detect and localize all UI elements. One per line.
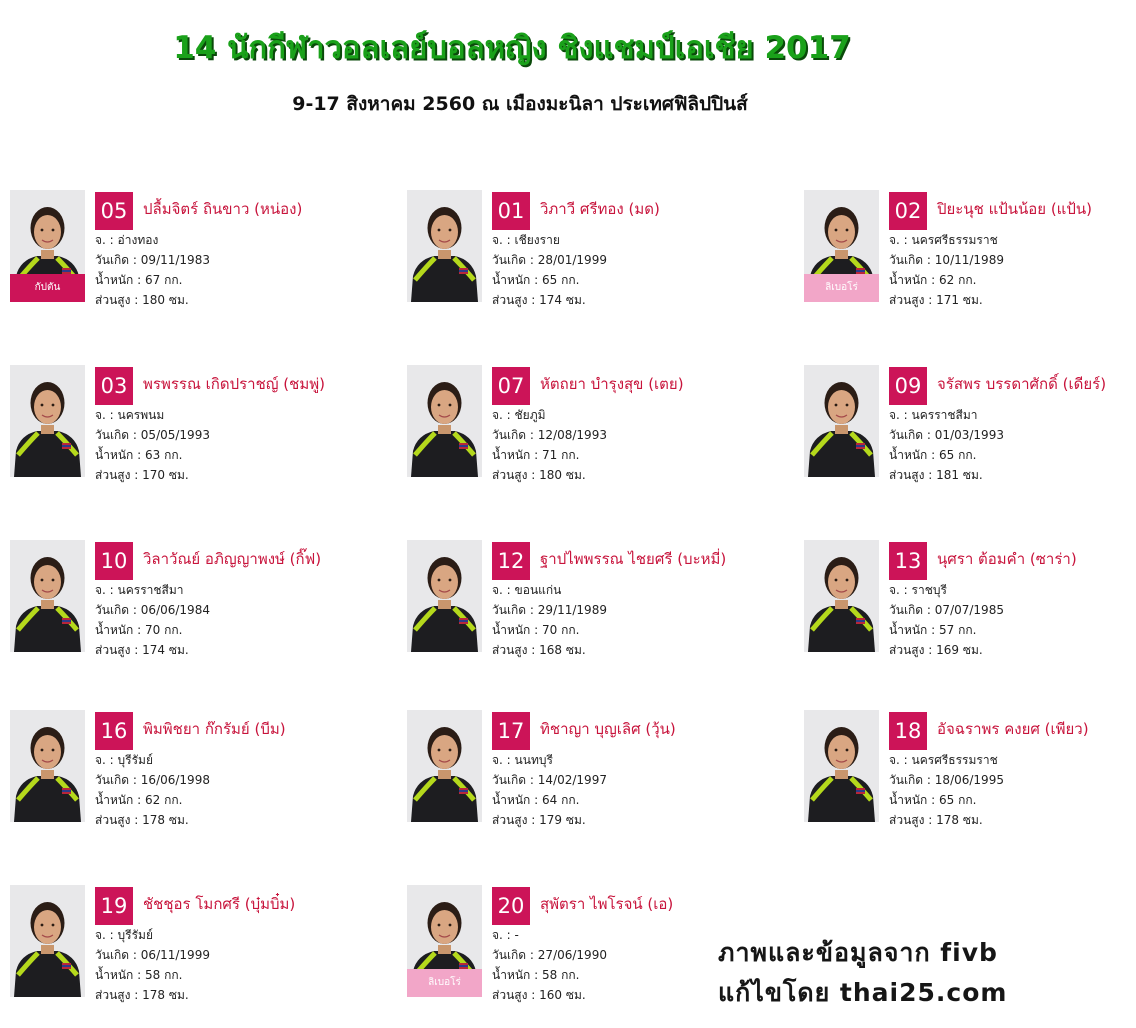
player-weight-value: 58 กก. [542, 968, 580, 982]
player-birth-row [95, 252, 210, 268]
player-card [407, 365, 747, 495]
player-name: อัจฉราพร คงยศ (เพียว) [937, 720, 1089, 738]
player-province-row [95, 927, 153, 943]
player-weight-row [492, 967, 579, 983]
libero-badge: ลิเบอโร่ [804, 274, 879, 302]
player-portrait-graphic [10, 365, 85, 477]
jersey-shape [411, 776, 478, 822]
face-shape [828, 215, 855, 249]
player-height-value: 178 ซม. [142, 988, 189, 1002]
player-weight-value: 70 กก. [542, 623, 580, 637]
player-height-value: 180 ซม. [539, 468, 586, 482]
player-birth-value: 27/06/1990 [537, 948, 607, 962]
player-height-value: 174 ซม. [539, 293, 586, 307]
player-height-row [492, 642, 586, 658]
player-province-row [95, 582, 184, 598]
player-photo [10, 885, 85, 997]
face-shape [828, 390, 855, 424]
player-height-row [492, 987, 586, 1003]
player-weight-row [492, 792, 579, 808]
player-photo [407, 365, 482, 477]
player-height-value: 170 ซม. [142, 468, 189, 482]
player-photo [407, 540, 482, 652]
player-weight-value: 63 กก. [145, 448, 183, 462]
player-province-value: ราชบุรี [911, 583, 947, 597]
player-name: นุศรา ต้อมคำ (ซาร่า) [937, 550, 1077, 568]
player-weight-row [95, 272, 182, 288]
player-height-row [889, 292, 983, 308]
player-photo [10, 190, 85, 302]
player-portrait-graphic [804, 540, 879, 652]
player-height-row [889, 467, 983, 483]
jersey-number: 10 [95, 542, 133, 580]
player-province-label: จ. : [95, 583, 114, 597]
player-photo [804, 190, 879, 302]
jersey-shape [14, 606, 81, 652]
player-province-label: จ. : [492, 233, 511, 247]
player-province-row [95, 407, 164, 423]
player-province-row [492, 232, 560, 248]
player-portrait-graphic [804, 365, 879, 477]
player-height-label: ส่วนสูง : [889, 293, 933, 307]
page-subtitle: 9-17 สิงหาคม 2560 ณ เมืองมะนิลา ประเทศฟิลิปปินส์ [292, 93, 748, 115]
player-birth-label: วันเกิด : [95, 948, 137, 962]
player-portrait-graphic [804, 710, 879, 822]
jersey-number: 05 [95, 192, 133, 230]
jersey-shape [14, 431, 81, 477]
player-height-label: ส่วนสูง : [889, 813, 933, 827]
player-birth-value: 14/02/1997 [537, 773, 607, 787]
player-birth-row [889, 772, 1004, 788]
jersey-number: 18 [889, 712, 927, 750]
jersey-number: 13 [889, 542, 927, 580]
player-height-value: 174 ซม. [142, 643, 189, 657]
player-birth-value: 06/11/1999 [140, 948, 210, 962]
player-weight-row [95, 967, 182, 983]
player-birth-row [492, 427, 607, 443]
face-shape [431, 565, 458, 599]
player-height-value: 178 ซม. [936, 813, 983, 827]
player-birth-row [95, 947, 210, 963]
player-birth-value: 07/07/1985 [934, 603, 1004, 617]
player-portrait-graphic [10, 710, 85, 822]
player-height-row [95, 467, 189, 483]
player-birth-label: วันเกิด : [492, 948, 534, 962]
player-height-label: ส่วนสูง : [492, 813, 536, 827]
player-weight-label: น้ำหนัก : [492, 623, 539, 637]
player-province-label: จ. : [889, 583, 908, 597]
player-height-label: ส่วนสูง : [492, 468, 536, 482]
player-province-value: - [514, 928, 519, 942]
player-height-row [95, 292, 189, 308]
player-height-value: 178 ซม. [142, 813, 189, 827]
player-portrait-graphic [407, 710, 482, 822]
player-weight-row [889, 272, 976, 288]
jersey-shape [808, 776, 875, 822]
player-card [804, 540, 1136, 670]
player-birth-value: 09/11/1983 [140, 253, 210, 267]
player-province-label: จ. : [492, 753, 511, 767]
player-birth-row [492, 252, 607, 268]
player-birth-row [95, 427, 210, 443]
jersey-number: 07 [492, 367, 530, 405]
player-province-label: จ. : [889, 753, 908, 767]
player-birth-row [95, 772, 210, 788]
player-card [10, 190, 350, 320]
player-height-label: ส่วนสูง : [95, 643, 139, 657]
player-province-row [492, 407, 546, 423]
player-province-value: นครศรีธรรมราช [911, 753, 998, 767]
player-weight-row [492, 272, 579, 288]
player-height-row [889, 642, 983, 658]
player-birth-row [492, 772, 607, 788]
player-card [804, 710, 1136, 840]
player-portrait-graphic [407, 365, 482, 477]
player-height-row [95, 642, 189, 658]
player-height-row [492, 467, 586, 483]
player-height-label: ส่วนสูง : [95, 988, 139, 1002]
player-birth-row [492, 602, 607, 618]
player-weight-value: 65 กก. [542, 273, 580, 287]
player-weight-label: น้ำหนัก : [95, 968, 142, 982]
player-name: ชัชชุอร โมกศรี (บุ๋มบิ๋ม) [143, 895, 296, 913]
player-height-label: ส่วนสูง : [95, 813, 139, 827]
player-height-label: ส่วนสูง : [492, 293, 536, 307]
player-height-value: 169 ซม. [936, 643, 983, 657]
player-weight-label: น้ำหนัก : [492, 968, 539, 982]
player-photo [407, 190, 482, 302]
player-birth-row [889, 602, 1004, 618]
player-name: ฐาปไพพรรณ ไชยศรี (บะหมี่) [540, 550, 727, 568]
jersey-shape [14, 951, 81, 997]
player-province-value: ชัยภูมิ [514, 408, 546, 422]
face-shape [828, 735, 855, 769]
player-province-row [889, 752, 998, 768]
jersey-shape [411, 606, 478, 652]
player-weight-value: 62 กก. [145, 793, 183, 807]
player-weight-value: 58 กก. [145, 968, 183, 982]
player-photo [804, 540, 879, 652]
player-photo [407, 885, 482, 997]
player-weight-label: น้ำหนัก : [492, 793, 539, 807]
libero-badge: ลิเบอโร่ [407, 969, 482, 997]
player-province-label: จ. : [492, 583, 511, 597]
face-shape [34, 390, 61, 424]
face-shape [431, 910, 458, 944]
player-birth-label: วันเกิด : [492, 773, 534, 787]
player-birth-label: วันเกิด : [889, 603, 931, 617]
player-birth-label: วันเกิด : [492, 603, 534, 617]
player-province-value: ขอนแก่น [514, 583, 562, 597]
player-weight-value: 62 กก. [939, 273, 977, 287]
player-province-row [492, 752, 553, 768]
player-province-label: จ. : [889, 408, 908, 422]
player-card [804, 365, 1136, 495]
player-weight-value: 64 กก. [542, 793, 580, 807]
player-province-value: บุรีรัมย์ [117, 753, 153, 767]
player-weight-label: น้ำหนัก : [95, 273, 142, 287]
player-birth-value: 28/01/1999 [537, 253, 607, 267]
player-weight-label: น้ำหนัก : [95, 623, 142, 637]
player-birth-value: 18/06/1995 [934, 773, 1004, 787]
player-photo [10, 710, 85, 822]
player-province-value: นครพนม [117, 408, 165, 422]
player-province-label: จ. : [889, 233, 908, 247]
player-name: วิลาวัณย์ อภิญญาพงษ์ (กิ๊ฟ) [143, 550, 322, 568]
player-birth-label: วันเกิด : [95, 603, 137, 617]
player-birth-value: 10/11/1989 [934, 253, 1004, 267]
player-portrait-graphic [10, 540, 85, 652]
player-birth-label: วันเกิด : [95, 773, 137, 787]
jersey-shape [808, 431, 875, 477]
player-birth-label: วันเกิด : [95, 428, 137, 442]
player-card [407, 710, 747, 840]
player-birth-row [95, 602, 210, 618]
player-birth-label: วันเกิด : [889, 428, 931, 442]
player-weight-label: น้ำหนัก : [889, 793, 936, 807]
player-birth-label: วันเกิด : [492, 428, 534, 442]
player-name: จรัสพร บรรดาศักดิ์ (เดียร์) [937, 375, 1107, 393]
credit-source: ภาพและข้อมูลจาก fivb [718, 938, 998, 967]
player-weight-row [492, 447, 579, 463]
player-weight-value: 70 กก. [145, 623, 183, 637]
player-weight-label: น้ำหนัก : [889, 623, 936, 637]
player-birth-row [492, 947, 607, 963]
player-province-row [889, 407, 978, 423]
player-province-label: จ. : [492, 928, 511, 942]
player-height-row [95, 812, 189, 828]
player-weight-row [889, 792, 976, 808]
player-weight-value: 65 กก. [939, 448, 977, 462]
credit-editor: แก้ไขโดย thai25.com [718, 978, 1008, 1007]
jersey-number: 02 [889, 192, 927, 230]
jersey-number: 09 [889, 367, 927, 405]
player-card [407, 190, 747, 320]
player-birth-value: 01/03/1993 [934, 428, 1004, 442]
player-weight-value: 57 กก. [939, 623, 977, 637]
player-weight-label: น้ำหนัก : [889, 273, 936, 287]
player-height-label: ส่วนสูง : [492, 643, 536, 657]
player-province-value: นครราชสีมา [117, 583, 184, 597]
player-birth-label: วันเกิด : [95, 253, 137, 267]
player-card [10, 365, 350, 495]
jersey-number: 01 [492, 192, 530, 230]
player-province-row [492, 927, 519, 943]
player-photo [407, 710, 482, 822]
player-name: สุพัตรา ไพโรจน์ (เอ) [540, 895, 674, 913]
player-height-value: 179 ซม. [539, 813, 586, 827]
player-birth-row [889, 427, 1004, 443]
player-province-label: จ. : [95, 928, 114, 942]
player-height-row [492, 292, 586, 308]
player-name: ปลื้มจิตร์ ถินขาว (หน่อง) [143, 200, 303, 218]
face-shape [431, 215, 458, 249]
captain-badge: กัปตัน [10, 274, 85, 302]
player-height-value: 181 ซม. [936, 468, 983, 482]
player-birth-value: 05/05/1993 [140, 428, 210, 442]
player-photo [804, 365, 879, 477]
player-card [10, 710, 350, 840]
player-portrait-graphic [407, 190, 482, 302]
jersey-number: 20 [492, 887, 530, 925]
player-height-value: 171 ซม. [936, 293, 983, 307]
player-weight-value: 65 กก. [939, 793, 977, 807]
player-card [10, 540, 350, 670]
player-weight-label: น้ำหนัก : [889, 448, 936, 462]
player-province-label: จ. : [95, 233, 114, 247]
player-province-label: จ. : [492, 408, 511, 422]
player-height-label: ส่วนสูง : [95, 293, 139, 307]
player-portrait-graphic [407, 540, 482, 652]
player-weight-label: น้ำหนัก : [492, 273, 539, 287]
player-province-value: เชียงราย [514, 233, 560, 247]
player-card [407, 540, 747, 670]
jersey-shape [808, 606, 875, 652]
player-name: ทิชาญา บุญเลิศ (วุ้น) [540, 720, 676, 738]
face-shape [431, 735, 458, 769]
player-height-row [95, 987, 189, 1003]
jersey-number: 12 [492, 542, 530, 580]
player-weight-row [95, 792, 182, 808]
player-name: วิภาวี ศรีทอง (มด) [540, 200, 660, 218]
player-height-label: ส่วนสูง : [492, 988, 536, 1002]
jersey-number: 16 [95, 712, 133, 750]
player-birth-label: วันเกิด : [889, 253, 931, 267]
player-weight-row [889, 447, 976, 463]
face-shape [34, 565, 61, 599]
player-photo [804, 710, 879, 822]
player-province-value: นครราชสีมา [911, 408, 978, 422]
player-birth-value: 29/11/1989 [537, 603, 607, 617]
player-birth-row [889, 252, 1004, 268]
player-province-row [492, 582, 561, 598]
page-title: 14 นักกีฬาวอลเลย์บอลหญิง ชิงแชมป์เอเชีย 2017 [173, 30, 851, 66]
face-shape [828, 565, 855, 599]
player-name: พรพรรณ เกิดปราชญ์ (ชมพู่) [143, 375, 325, 393]
player-province-label: จ. : [95, 753, 114, 767]
player-weight-row [492, 622, 579, 638]
player-height-value: 180 ซม. [142, 293, 189, 307]
player-weight-label: น้ำหนัก : [95, 448, 142, 462]
player-height-label: ส่วนสูง : [889, 468, 933, 482]
player-name: หัตถยา บำรุงสุข (เตย) [540, 375, 684, 393]
player-height-row [492, 812, 586, 828]
player-province-row [95, 752, 153, 768]
player-height-row [889, 812, 983, 828]
player-portrait-graphic [10, 885, 85, 997]
player-province-value: นนทบุรี [514, 753, 553, 767]
player-province-row [95, 232, 158, 248]
jersey-number: 17 [492, 712, 530, 750]
player-birth-value: 06/06/1984 [140, 603, 210, 617]
player-province-value: อ่างทอง [117, 233, 159, 247]
player-weight-value: 67 กก. [145, 273, 183, 287]
player-height-label: ส่วนสูง : [95, 468, 139, 482]
player-province-row [889, 232, 998, 248]
player-photo [10, 365, 85, 477]
player-photo [10, 540, 85, 652]
player-province-value: บุรีรัมย์ [117, 928, 153, 942]
face-shape [34, 910, 61, 944]
player-province-value: นครศรีธรรมราช [911, 233, 998, 247]
player-weight-label: น้ำหนัก : [492, 448, 539, 462]
player-province-row [889, 582, 947, 598]
player-province-label: จ. : [95, 408, 114, 422]
player-weight-label: น้ำหนัก : [95, 793, 142, 807]
jersey-shape [411, 256, 478, 302]
jersey-shape [411, 431, 478, 477]
player-birth-value: 16/06/1998 [140, 773, 210, 787]
player-weight-row [889, 622, 976, 638]
face-shape [34, 735, 61, 769]
player-name: พิมพิชยา ก๊กรัมย์ (บีม) [143, 720, 286, 738]
player-weight-row [95, 622, 182, 638]
player-card [804, 190, 1136, 320]
face-shape [34, 215, 61, 249]
player-birth-label: วันเกิด : [492, 253, 534, 267]
player-weight-value: 71 กก. [542, 448, 580, 462]
jersey-shape [14, 776, 81, 822]
player-birth-label: วันเกิด : [889, 773, 931, 787]
player-height-value: 168 ซม. [539, 643, 586, 657]
player-height-label: ส่วนสูง : [889, 643, 933, 657]
player-card [10, 885, 350, 1015]
player-height-value: 160 ซม. [539, 988, 586, 1002]
player-weight-row [95, 447, 182, 463]
player-name: ปิยะนุช แป้นน้อย (แป้น) [937, 200, 1092, 218]
jersey-number: 03 [95, 367, 133, 405]
face-shape [431, 390, 458, 424]
player-card [407, 885, 747, 1015]
jersey-number: 19 [95, 887, 133, 925]
player-birth-value: 12/08/1993 [537, 428, 607, 442]
